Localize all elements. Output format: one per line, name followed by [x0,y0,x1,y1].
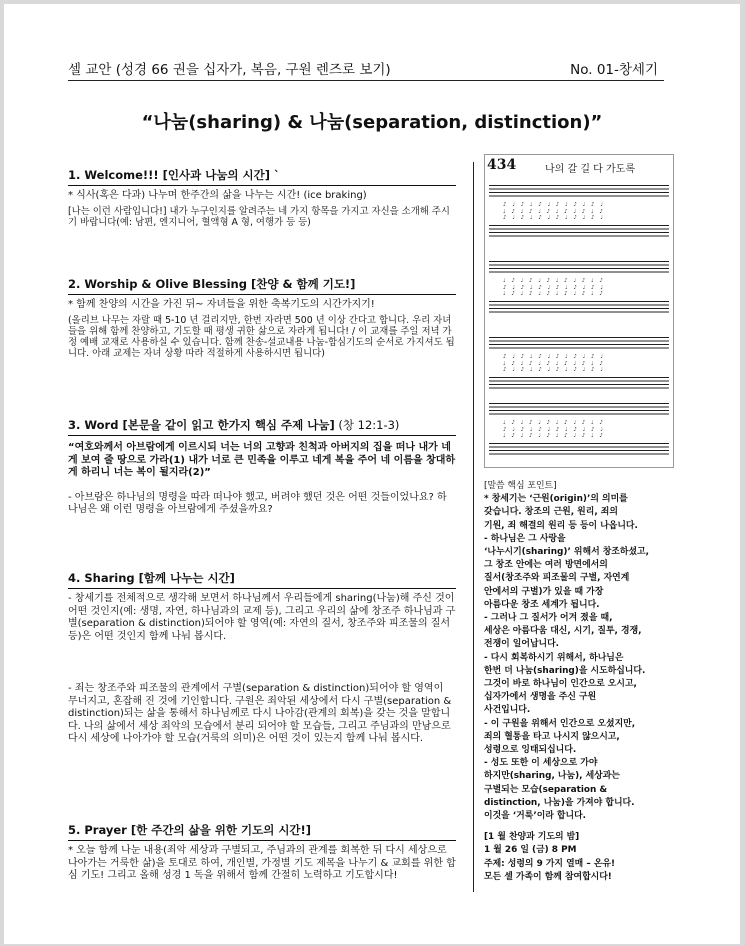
sidebar-line: 구별되는 모습(separation & [484,784,608,795]
sidebar-line: 사건입니다. [484,705,531,716]
sidebar-line: * 창세기는 ‘근원(origin)’의 의미를 [484,494,628,505]
worship-line2: (올리브 나무는 자랄 때 5-10 년 걸리지만, 한번 자라면 500 년 이상 간다고 합니다. 우리 자녀들을 위해 함께 찬양하고, 기도할 때 평생 귀한 삶으로 자라게 됩니다! / 이 교재를 주일 저녁 가정 예배 교재로 사용하실 수 있습니다. 함께 찬송-설교내용 나눔-합심기도의 순서로 가지셔도 됩니다. 아래 교제는 자녀 상황 따라 적절하게 사용하시면 됩니다) [68,314,455,360]
hymn-name: 나의 갈 길 다 가도록 [545,164,635,175]
header-left: 셀 교안 (성경 66 권을 십자가, 복음, 구원 렌즈로 보기) [68,62,391,78]
section-prayer [68,822,456,883]
lyric-lines: ♩ ♪ ♩ ♪ ♩ ♪ ♩ ♪ ♩ ♪ ♩ ♪ ♪ ♩ ♪ ♩ ♪ ♩ ♪ ♩ ♪ ♩ ♪ ♩ ♩ ♪ ♩ ♪ ♩ ♪ ♩ ♪ ♩ ♪ ♩ ♪ [503,420,605,439]
welcome-line2: [나는 이런 사람입니다!] 내가 누구인지를 알려주는 네 가지 항목을 가지고 자신을 소개해 주시기 바랍니다(예: 남편, 엔지니어, 혈액형 A 형, 여행가 등 등) [68,205,450,228]
section-heading: 5. Prayer [한 주간의 삶을 위한 기도의 시간!] [68,822,456,841]
sidebar-line: 십자가에서 생명을 주신 구원 [484,692,597,703]
bass-staff [489,225,669,239]
bass-staff [489,377,669,391]
sidebar-line: 안에서의 구별)가 있을 때 가장 [484,586,604,597]
column-divider [473,162,474,892]
treble-staff [489,337,669,351]
sidebar-line: - 이 구원을 위해서 인간으로 오셨지만, [484,718,636,729]
section-word [68,417,456,517]
sidebar-line: - 그러나 그 질서가 어겨 졌을 때, [484,613,613,624]
hymn-number: 434 [487,157,517,173]
sidebar-line: 한번 더 나눔(sharing)을 시도하십니다. [484,665,646,676]
header-divider [68,80,664,81]
event-note: 모든 셀 가족이 함께 참여합시다! [484,871,612,882]
treble-staff [489,185,669,199]
word-question: - 아브람은 하나님의 명령을 따라 떠나야 했고, 버려야 했던 것은 어떤 것들이었나요? 하나님은 왜 이런 명령을 아브람에게 주셨을까요? [68,491,447,515]
bass-staff [489,301,669,315]
sidebar-line: 기원, 죄 해결의 원리 등 등이 나옵니다. [484,520,638,531]
section-heading: 4. Sharing [함께 나누는 시간] [68,570,456,589]
sharing-para1: - 창세기를 전체적으로 생각해 보면서 하나님께서 우리들에게 sharing(나눔)해 주신 것이 어떤 것인지(예: 생명, 자연, 하나님과의 교제 등), 그리고 우리의 삶에 창조주 하나님과 구별(separation & distinction)되어야 할 영역(예: 자연의 질서, 창조주와 피조물의 질서 등)은 어떤 것인지 함께 나눠 봅시다. [68,593,456,642]
section-welcome [68,167,456,228]
section-heading [68,417,456,436]
sidebar-line: 질서(창조주와 피조물의 구별, 자연계 [484,573,630,584]
sidebar-line: ‘나누시기(sharing)’ 위해서 창조하셨고, [484,547,649,558]
sidebar-lines [484,493,674,823]
lyric-lines: ♪ ♩ ♪ ♩ ♪ ♩ ♪ ♩ ♪ ♩ ♪ ♩ ♩ ♪ ♩ ♪ ♩ ♪ ♩ ♪ ♩ ♪ ♩ ♪ ♪ ♩ ♪ ♩ ♪ ♩ ♪ ♩ ♪ ♩ ♪ ♩ [503,354,605,373]
page [4,4,740,944]
sidebar-line: 그 창조 안에는 여러 방면에서의 [484,560,608,571]
event-date: 1 월 26 일 (금) 8 PM [484,845,577,856]
sidebar-line: 하지만(sharing, 나눔), 세상과는 [484,771,620,782]
prayer-text: * 오늘 함께 나눈 내용(죄악 세상과 구별되고, 주님과의 관계를 회복한 뒤 다시 세상으로 나아가는 거룩한 삶)을 토대로 하여, 개인별, 가정별 기도 제목을 나누기 & 교회를 위한 합심 기도! 그리고 올해 성경 1 독을 위해서 함께 간절히 노력하고 기도합시다! [68,845,456,881]
worship-line1: * 함께 찬양의 시간을 가진 뒤~ 자녀들을 위한 축복기도의 시간가지기! [68,299,375,310]
header-right: No. 01-창세기 [570,62,658,78]
lyric-lines: ♩ ♪ ♩ ♪ ♩ ♪ ♩ ♪ ♩ ♪ ♩ ♪ ♪ ♩ ♪ ♩ ♪ ♩ ♪ ♩ ♪ ♩ ♪ ♩ ♩ ♪ ♩ ♪ ♩ ♪ ♩ ♪ ♩ ♪ ♩ ♪ [503,278,605,297]
section-worship [68,276,456,360]
sidebar-line: distinction, 나눔)을 가져야 합니다. [484,797,635,808]
word-reference: (창 12:1-3) [334,418,400,432]
hymn-sheet [484,154,674,468]
bible-verse: “여호와께서 아브람에게 이르시되 너는 너의 고향과 친척과 아버지의 집을 떠나 내가 네게 보여 줄 땅으로 가라(1) 내가 너로 큰 민족을 이루고 네게 복을 주어 네 이름을 창대하게 하리니 너는 복이 될지라(2)” [68,442,456,478]
sidebar-line: - 하나님은 그 사랑을 [484,533,566,544]
event-title: [1 월 찬양과 기도의 밤] [484,832,580,843]
page-title: “나눔(sharing) & 나눔(separation, distinction)” [141,112,603,133]
treble-staff [489,403,669,417]
word-heading-text: 3. Word [본문을 같이 읽고 한가지 핵심 주제 나눔] [68,418,335,432]
key-points-sidebar [484,480,674,884]
sidebar-line: 갖습니다. 창조의 근원, 원리, 죄의 [484,507,618,518]
sidebar-line: 죄의 혈통을 타고 나시지 않으시고, [484,731,620,742]
section-sharing [68,570,456,746]
treble-staff [489,261,669,275]
hymn-header [487,157,671,179]
sidebar-line: 아름다운 창조 세계가 됩니다. [484,599,600,610]
sidebar-line: 세상은 아름다움 대신, 시기, 질투, 경쟁, [484,626,642,637]
sidebar-line: 이것을 ‘거룩’이라 합니다. [484,811,587,822]
sidebar-line: - 다시 회복하시기 위해서, 하나님은 [484,652,624,663]
sharing-para2: - 죄는 창조주와 피조물의 관계에서 구별(separation & distinction)되어야 할 영역이 무너지고, 혼잡해 진 것에 기인합니다. 구원은 죄악된 세상에서 다시 구별(separation & distinction)되는 삶을 통해서 하나님께로 다시 나아감(관계의 회복)을 갖는 것을 말합니다. 나의 삶에서 세상 죄악의 모습에서 분리 되어야 할 모습들, 그리고 주님과의 만남으로 다시 세상에 나아가야 할 모습(거룩의 의미)은 어떤 것이 있는지 함께 나눠 봅시다. [68,683,452,744]
sidebar-heading: [말씀 핵심 포인트] [484,481,557,491]
sidebar-line: - 성도 또한 이 세상으로 가야 [484,758,598,769]
sidebar-line: 그것이 바로 하나님이 인간으로 오시고, [484,679,637,690]
event-theme: 주제: 성령의 9 가지 열매 – 온유! [484,858,616,869]
section-heading: 1. Welcome!!! [인사과 나눔의 시간] ` [68,167,456,186]
sidebar-line: 전쟁이 일어납니다. [484,639,560,650]
lyric-lines: ♪ ♩ ♪ ♩ ♪ ♩ ♪ ♩ ♪ ♩ ♪ ♩ ♩ ♪ ♩ ♪ ♩ ♪ ♩ ♪ ♩ ♪ ♩ ♪ ♪ ♩ ♪ ♩ ♪ ♩ ♪ ♩ ♪ ♩ ♪ ♩ [503,202,605,221]
welcome-line1: * 식사(혹은 다과) 나누며 한주간의 삶을 나누는 시간! (ice braking) [68,190,367,201]
bass-staff [489,443,669,457]
sidebar-line: 성령으로 잉태되십니다. [484,745,577,756]
section-heading: 2. Worship & Olive Blessing [찬양 & 함께 기도!] [68,276,456,295]
